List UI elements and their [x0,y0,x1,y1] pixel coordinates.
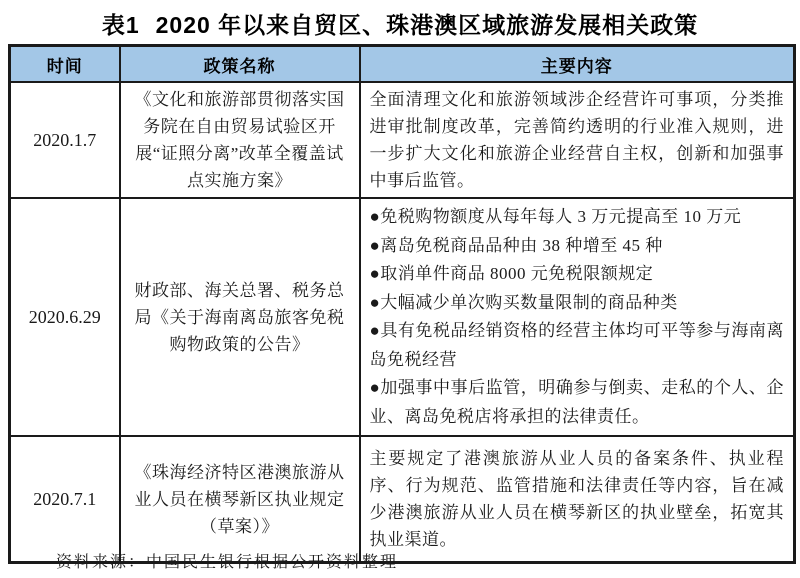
content-paragraph: 全面清理文化和旅游领域涉企经营许可事项，分类推进审批制度改革，完善简约透明的行业准入规则，进一步扩大文化和旅游企业经营自主权，创新和加强事中事后监管。 [369,90,784,190]
column-header-time: 时间 [10,46,120,83]
date-cell: 2020.1.7 [10,82,120,198]
table-row [10,436,795,563]
table-row [10,82,795,198]
bullet-item: ●离岛免税商品品种由 38 种增至 45 种 [369,235,663,255]
policy-name-cell: 《珠海经济特区港澳旅游从业人员在横琴新区执业规定（草案）》 [120,436,360,563]
content-paragraph: 主要规定了港澳旅游从业人员的备案条件、执业程序、行为规范、监管措施和法律责任等内容，旨在减少港澳旅游从业人员在横琴新区的执业壁垒，拓宽其执业渠道。 [369,449,784,549]
column-header-policy-name: 政策名称 [120,46,360,83]
bullet-item: ●加强事中事后监管，明确参与倒卖、走私的个人、企业、离岛免税店将承担的法律责任。 [369,378,784,426]
column-header-main-content: 主要内容 [360,46,795,83]
bullet-item: ●免税购物额度从每年每人 3 万元提高至 10 万元 [369,207,742,226]
table-header-row [10,46,795,83]
bullet-item: ●大幅减少单次购买数量限制的商品种类 [369,292,678,312]
bullet-item: ●取消单件商品 8000 元免税限额规定 [369,264,654,283]
table-number-label: 表1 [101,12,140,38]
main-content-cell [360,198,795,436]
policy-name-cell: 《文化和旅游部贯彻落实国务院在自由贸易试验区开展“证照分离”改革全覆盖试点实施方案》 [120,82,360,198]
policy-name-cell: 财政部、海关总署、税务总局《关于海南离岛旅客免税购物政策的公告》 [120,198,360,436]
policy-table [8,44,796,564]
main-content-cell [360,82,795,198]
table-title [0,7,800,40]
date-cell: 2020.7.1 [10,436,120,563]
bullet-item: ●具有免税品经销资格的经营主体均可平等参与海南离岛免税经营 [369,321,784,369]
table-row [10,198,795,436]
table-title-text: 2020 年以来自贸区、珠港澳区域旅游发展相关政策 [155,12,699,38]
data-source-note: 资料来源：中国民生银行根据公开资料整理 [56,554,399,571]
main-content-cell [360,436,795,563]
date-cell: 2020.6.29 [10,198,120,436]
